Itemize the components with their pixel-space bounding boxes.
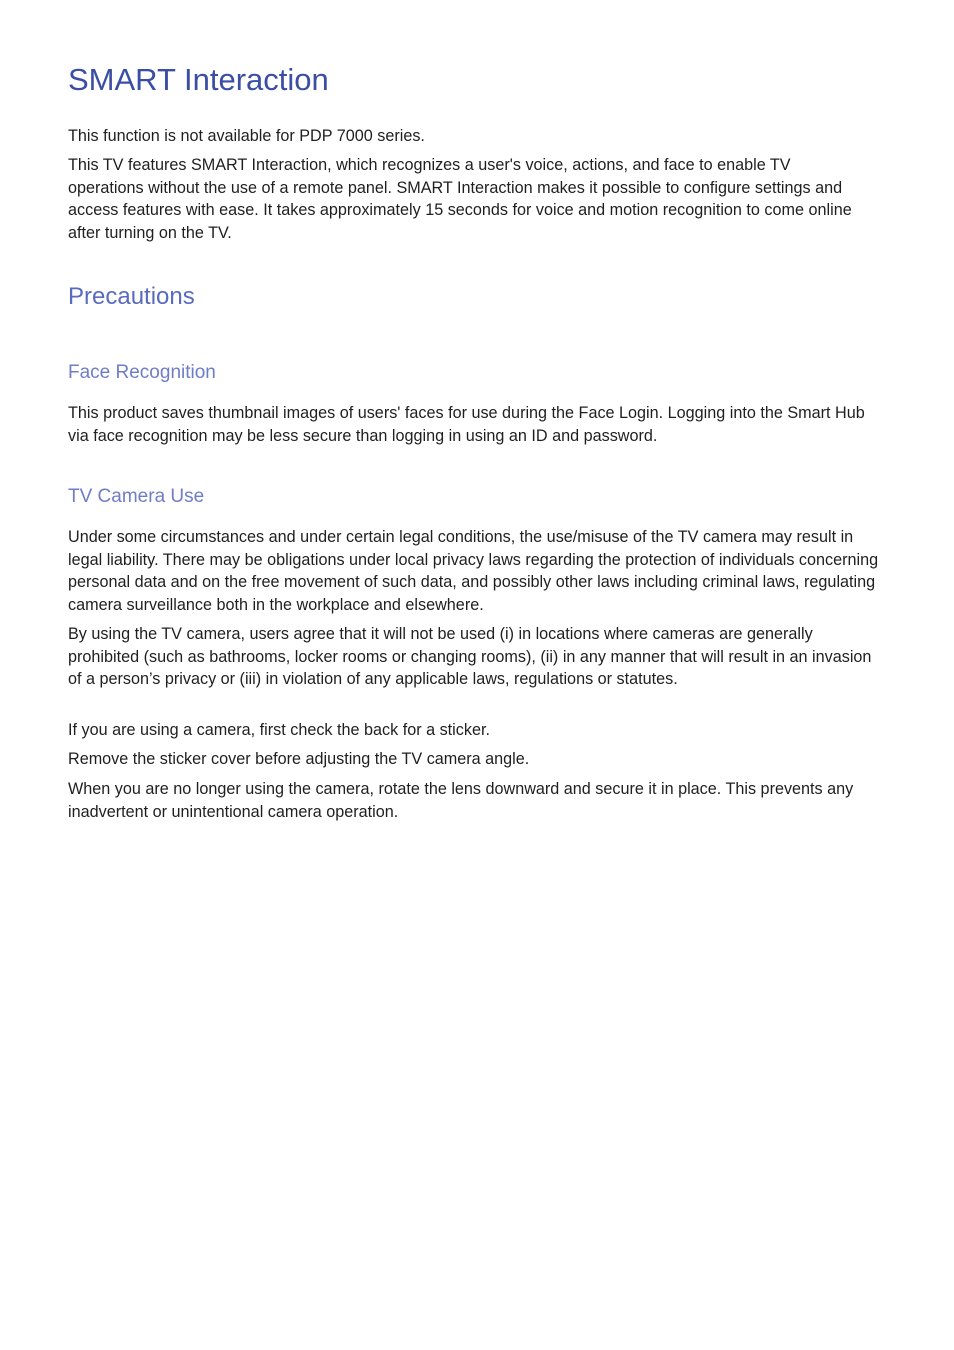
intro-description: This TV features SMART Interaction, which recognizes a user's voice, actions, and face to enable TV operations without the use of a remote panel. SMART Interaction makes it possible to configure settings and access features with ease. It takes approximately 15 seconds for voice and motion recognition to come online after turning on the TV. [68,156,852,242]
tv-camera-use-heading: TV Camera Use [68,486,205,507]
face-recognition-heading: Face Recognition [68,362,216,383]
camera-legal-liability-paragraph: Under some circumstances and under certain legal conditions, the use/misuse of the TV camera may result in legal liability. There may be obligations under local privacy laws regarding the protection of individuals concerning personal data and on the free movement of such data, and possibly other laws including criminal laws, regulating camera surveillance both in the workplace and elsewhere. [68,528,879,614]
rotate-lens-paragraph: When you are no longer using the camera, rotate the lens downward and secure it in place. This prevents any inadvertent or unintentional camera operation. [68,780,854,821]
camera-sticker-check-paragraph: If you are using a camera, first check the back for a sticker. [68,721,490,739]
face-recognition-paragraph: This product saves thumbnail images of users' faces for use during the Face Login. Logging into the Smart Hub via face recognition may be less secure than logging in using an ID and password. [68,404,865,445]
camera-usage-agreement-paragraph: By using the TV camera, users agree that it will not be used (i) in locations where cameras are generally prohibited (such as bathrooms, locker rooms or changing rooms), (ii) in any manner that will result in an invasion of a person’s privacy or (iii) in violation of any applicable laws, regulations or statutes. [68,625,872,688]
precautions-heading: Precautions [68,283,195,310]
page-title: SMART Interaction [68,62,329,97]
sticker-cover-paragraph: Remove the sticker cover before adjusting the TV camera angle. [68,750,530,768]
intro-availability-note: This function is not available for PDP 7000 series. [68,127,425,145]
